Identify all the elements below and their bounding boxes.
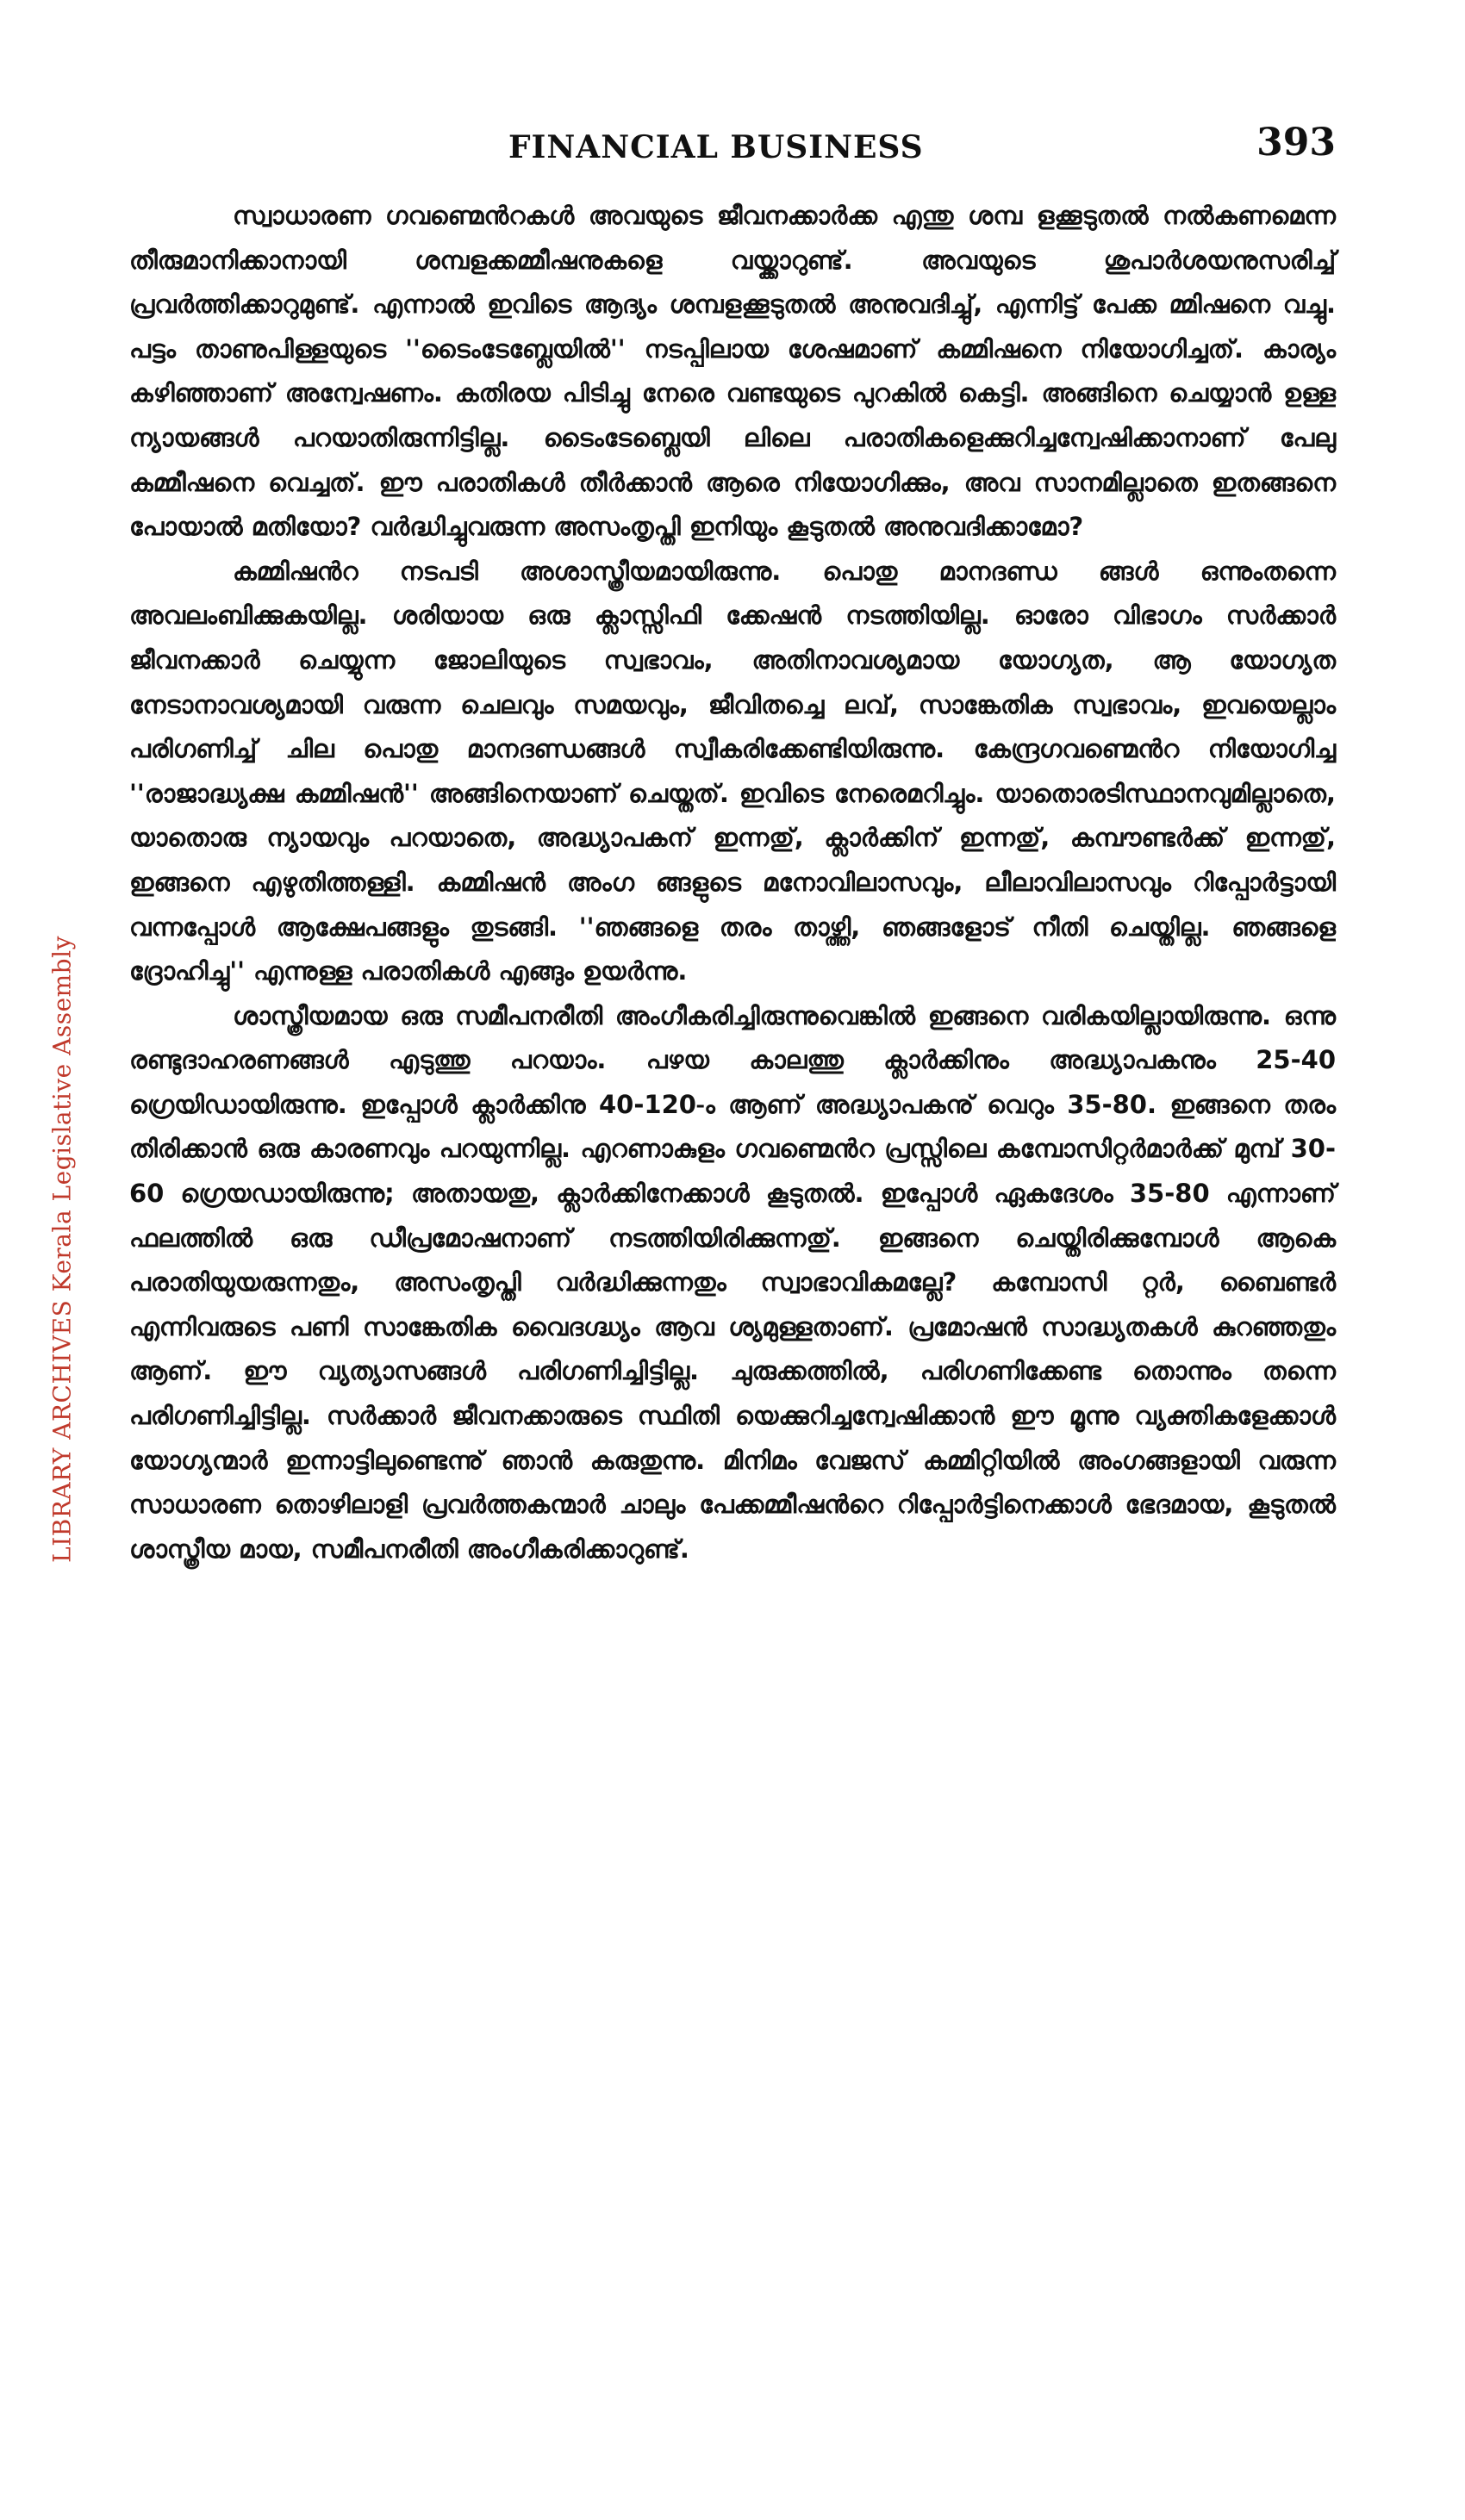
page-header [508, 121, 1336, 172]
page-number: 393 [1256, 121, 1336, 165]
paragraph-1: സ്വാധാരണ ഗവണ്മെൻറകൾ അവയുടെ ജീവനക്കാർക്ക എന്തു ശമ്പ ളക്കൂടുതൽ നൽകണമെന്ന തീരുമാനിക്കാനായി ശമ്പളക്കമ്മീഷനുകളെ വയ്ക്കാറുണ്ട്. അവയുടെ ശുപാർശയനുസരിച്ച് പ്രവർത്തിക്കാറുമുണ്ട്. എന്നാൽ ഇവിടെ ആദ്യം ശമ്പളക്കൂടുതൽ അനുവദിച്ചു്, എന്നിട്ട് പേക്ക മ്മിഷനെ വച്ചു. പട്ടം താണുപിള്ളയുടെ ''ടൈംടേബ്ലേയിൽ'' നടപ്പിലായ ശേഷമാണ് കമ്മിഷനെ നിയോഗിച്ചത്. കാര്യം കഴിഞ്ഞാണ് അന്വേഷണം. കതിരയ പിടിച്ചു നേരെ വണ്ടയുടെ പുറകിൽ കെട്ടി. അങ്ങിനെ ചെയ്യാൻ ഉള്ള ന്യായങ്ങൾ പറയാതിരുന്നിട്ടില്ല. ടൈംടേബ്ലെയി ലിലെ പരാതികളെക്കുറിച്ചന്വേഷിക്കാനാണ് പേലു കമ്മീഷനെ വെച്ചത്. ഈ പരാതികൾ തീർക്കാൻ ആരെ നിയോഗിക്കും, അവ സാനമില്ലാതെ ഇതങ്ങനെ പോയാൽ മതിയോ? വർദ്ധിച്ചുവരുന്ന അസംതൃപ്തി ഇനിയും കൂടുതൽ അനുവദിക്കാമോ? [129, 201, 1336, 542]
archive-watermark-text: LIBRARY ARCHIVES Kerala Legislative Assembly [47, 936, 77, 1563]
archive-watermark [45, 913, 79, 1585]
running-head: FINANCIAL BUSINESS [508, 129, 924, 165]
paragraph-3: ശാസ്ത്രീയമായ ഒരു സമീപനരീതി അംഗീകരിച്ചിരുന്നുവെങ്കിൽ ഇങ്ങനെ വരികയില്ലായിരുന്നു. ഒന്നു രണ്ടുദാഹരണങ്ങൾ എടുത്തു പറയാം. പഴയ കാലത്തു ക്ലാർക്കിനും അദ്ധ്യാപകനും 25-40 ഗ്രെയിഡായിരുന്നു. ഇപ്പോൾ ക്ലാർക്കിനു 40-120-ം ആണ് അദ്ധ്യാപകനു് വെറും 35-80. ഇങ്ങനെ തരം തിരിക്കാൻ ഒരു കാരണവും പറയുന്നില്ല. എറണാകുളം ഗവണ്മെൻറ പ്രസ്സിലെ കമ്പോസിറ്റർമാർക്ക് മുമ്പ് 30-60 ഗ്രെയഡായിരുന്നു; അതായതു, ക്ലാർക്കിനേക്കാൾ കൂടുതൽ. ഇപ്പോൾ ഏകദേശം 35-80 എന്നാണ് ഫലത്തിൽ ഒരു ഡീപ്രമോഷനാണ് നടത്തിയിരിക്കുന്നതു്. ഇങ്ങനെ ചെയ്തിരിക്കുമ്പോൾ ആകെ പരാതിയുയരുന്നതും, അസംതൃപ്തി വർദ്ധിക്കുന്നതും സ്വാഭാവികമല്ലേ? കമ്പോസി റ്റർ, ബൈണ്ടർ എന്നിവരുടെ പണി സാങ്കേതിക വൈദഗ്ദ്ധ്യം ആവ ശ്യമുള്ളതാണ്. പ്രമോഷൻ സാദ്ധ്യതകൾ കുറഞ്ഞതും ആണ്. ഈ വ്യത്യാസങ്ങൾ പരിഗണിച്ചിട്ടില്ല. ചുരുക്കത്തിൽ, പരിഗണിക്കേണ്ട തൊന്നും തന്നെ പരിഗണിച്ചിട്ടില്ല. സർക്കാർ ജീവനക്കാരുടെ സ്ഥിതി യെക്കുറിച്ചന്വേഷിക്കാൻ ഈ മൂന്നു വ്യക്തികളേക്കാൾ യോഗ്യന്മാർ ഇന്നാട്ടിലുണ്ടെന്നു് ഞാൻ കരുതുന്നു. മിനിമം വേജസ് കമ്മിറ്റിയിൽ അംഗങ്ങളായി വരുന്ന സാധാരണ തൊഴിലാളി പ്രവർത്തകന്മാർ ചാലും പേക്കമ്മീഷൻറെ റിപ്പോർട്ടിനെക്കാൾ ഭേദമായ, കൂടുതൽ ശാസ്ത്രീയ മായ, സമീപനരീതി അംഗീകരിക്കാറുണ്ട്. [129, 1000, 1336, 1564]
paragraph-2: കമ്മിഷൻറ നടപടി അശാസ്ത്രീയമായിരുന്നു. പൊതു മാനദണ്ഡ ങ്ങൾ ഒന്നുംതന്നെ അവലംബിക്കുകയില്ല. ശരിയായ ഒരു ക്ലാസ്സിഫി ക്കേഷൻ നടത്തിയില്ല. ഓരോ വിഭാഗം സർക്കാർ ജീവനക്കാർ ചെയ്യുന്ന ജോലിയുടെ സ്വഭാവം, അതിനാവശ്യമായ യോഗ്യത, ആ യോഗ്യത നേടാനാവശ്യമായി വരുന്ന ചെലവും സമയവും, ജീവിതച്ചെ ലവ്, സാങ്കേതിക സ്വഭാവം, ഇവയെല്ലാം പരിഗണിച്ച് ചില പൊതു മാനദണ്ഡങ്ങൾ സ്വീകരിക്കേണ്ടിയിരുന്നു. കേന്ദ്രഗവണ്മെൻറ നിയോഗിച്ച ''രാജാദ്ധ്യക്ഷ കമ്മിഷൻ'' അങ്ങിനെയാണ് ചെയ്തത്. ഇവിടെ നേരെമറിച്ചും. യാതൊരടിസ്ഥാനവുമില്ലാതെ, യാതൊരു ന്യായവും പറയാതെ, അദ്ധ്യാപകന് ഇന്നതു്, ക്ലാർക്കിന് ഇന്നതു്, കമ്പൗണ്ടർക്ക് ഇന്നതു്, ഇങ്ങനെ എഴുതിത്തള്ളി. കമ്മിഷൻ അംഗ ങ്ങളുടെ മനോവിലാസവും, ലീലാവിലാസവും റിപ്പോർട്ടായി വന്നപ്പോൾ ആക്ഷേപങ്ങളും തുടങ്ങി. ''ഞങ്ങളെ തരം താഴ്ത്തി, ഞങ്ങളോട് നീതി ചെയ്തില്ല. ഞങ്ങളെ ദ്രോഹിച്ചു'' എന്നുള്ള പരാതികൾ എങ്ങും ഉയർന്നു. [129, 556, 1336, 986]
body-text [129, 194, 1336, 2468]
